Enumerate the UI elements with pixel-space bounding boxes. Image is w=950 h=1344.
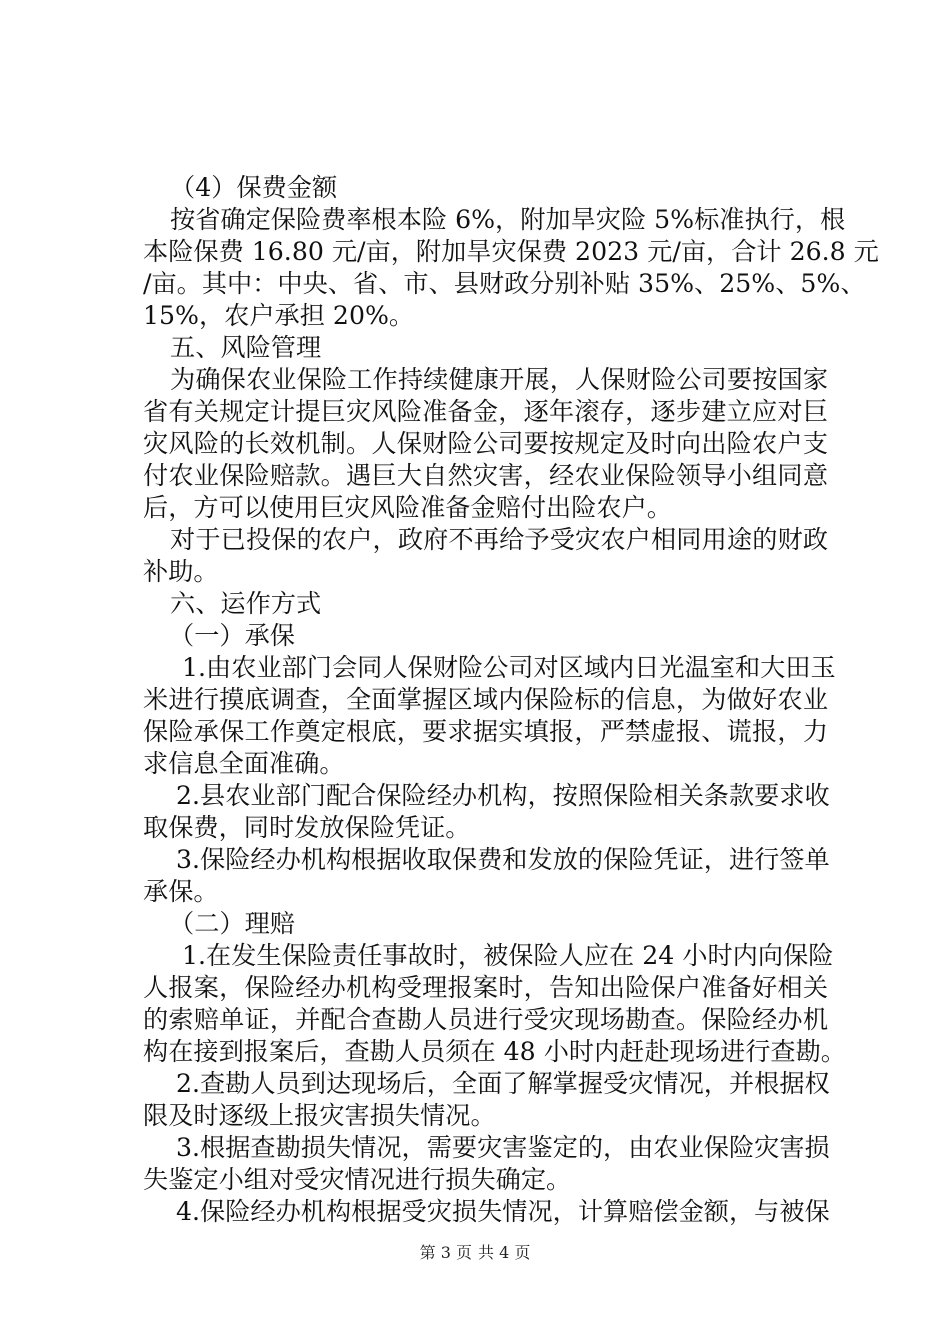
paragraph-line: 1.在发生保险责任事故时，被保险人应在 24 小时内向保险 (182, 941, 834, 970)
paragraph-line: 限及时逐级上报灾害损失情况。 (143, 1101, 496, 1130)
paragraph-line: 2.查勘人员到达现场后，全面了解掌握受灾情况，并根据权 (176, 1069, 830, 1098)
subsection-heading: （一）承保 (169, 621, 295, 650)
paragraph-line: 3.根据查勘损失情况，需要灾害鉴定的，由农业保险灾害损 (176, 1133, 830, 1162)
paragraph-line: 构在接到报案后，查勘人员须在 48 小时内赶赴现场进行查勘。 (143, 1037, 846, 1066)
paragraph-line: 取保费，同时发放保险凭证。 (143, 813, 471, 842)
paragraph-line: 4.保险经办机构根据受灾损失情况，计算赔偿金额，与被保 (176, 1197, 830, 1226)
section-heading: （4）保费金额 (170, 173, 338, 202)
paragraph-line: 灾风险的长效机制。人保财险公司要按规定及时向出险农户支 (143, 429, 828, 458)
paragraph-line: 补助。 (143, 557, 219, 586)
paragraph-line: 的索赔单证，并配合查勘人员进行受灾现场勘查。保险经办机 (143, 1005, 828, 1034)
paragraph-line: 1.由农业部门会同人保财险公司对区域内日光温室和大田玉 (182, 653, 836, 682)
paragraph-line: 为确保农业保险工作持续健康开展，人保财险公司要按国家 (170, 365, 828, 394)
paragraph-line: 按省确定保险费率根本险 6%，附加旱灾险 5%标准执行，根 (170, 205, 846, 234)
paragraph-line: 求信息全面准确。 (143, 749, 345, 778)
paragraph-line: 保险承保工作奠定根底，要求据实填报，严禁虚报、谎报，力 (143, 717, 828, 746)
section-heading: 五、风险管理 (170, 333, 322, 362)
page-total: 共 4 页 (478, 1243, 531, 1262)
paragraph-line: 付农业保险赔款。遇巨大自然灾害，经农业保险领导小组同意 (143, 461, 828, 490)
paragraph-line: 承保。 (143, 877, 219, 906)
paragraph-line: 2.县农业部门配合保险经办机构，按照保险相关条款要求收 (176, 781, 830, 810)
page-footer (0, 1243, 950, 1263)
paragraph-line: 米进行摸底调查，全面掌握区域内保险标的信息，为做好农业 (143, 685, 828, 714)
paragraph-line: 对于已投保的农户，政府不再给予受灾农户相同用途的财政 (170, 525, 828, 554)
section-heading: 六、运作方式 (170, 589, 322, 618)
paragraph-line: 后，方可以使用巨灾风险准备金赔付出险农户。 (143, 493, 672, 522)
paragraph-line: 失鉴定小组对受灾情况进行损失确定。 (143, 1165, 572, 1194)
paragraph-line: 人报案，保险经办机构受理报案时，告知出险保户准备好相关 (143, 973, 828, 1002)
document-body (143, 172, 879, 1228)
paragraph-line: /亩。其中：中央、省、市、县财政分别补贴 35%、25%、5%、 (143, 269, 866, 298)
page-number: 第 3 页 (419, 1243, 472, 1262)
paragraph-line: 本险保费 16.80 元/亩，附加旱灾保费 2023 元/亩，合计 26.8 元 (143, 237, 879, 266)
paragraph-line: 3.保险经办机构根据收取保费和发放的保险凭证，进行签单 (176, 845, 830, 874)
paragraph-line: 15%，农户承担 20%。 (143, 301, 415, 330)
subsection-heading: （二）理赔 (169, 909, 295, 938)
paragraph-line: 省有关规定计提巨灾风险准备金，逐年滚存，逐步建立应对巨 (143, 397, 828, 426)
